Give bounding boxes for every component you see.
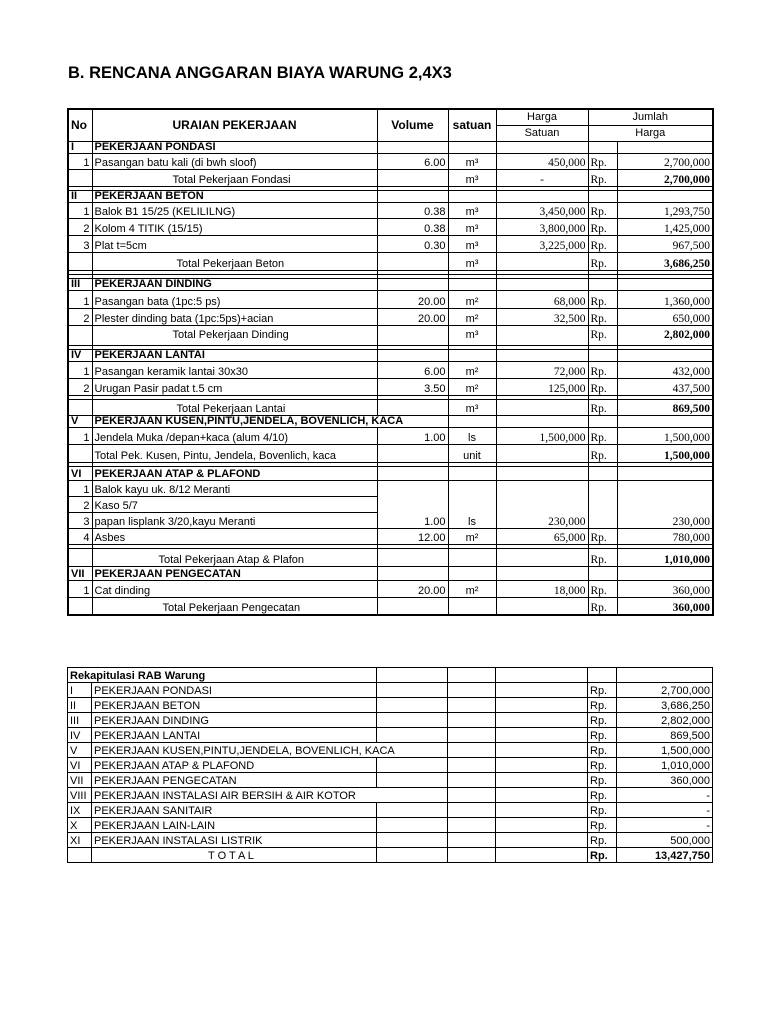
subtotal-unit: m³ [448, 252, 496, 270]
recap-name: PEKERJAAN LANTAI [92, 728, 377, 743]
item-price: 3,450,000 [496, 202, 588, 218]
subtotal-label: Total Pekerjaan Pengecatan [92, 597, 377, 615]
item-volume: 12.00 [377, 528, 448, 544]
item-volume: 6.00 [377, 361, 448, 378]
recap-title: Rekapitulasi RAB Warung [68, 668, 377, 683]
item-no: 1 [68, 580, 92, 597]
currency: Rp. [588, 361, 617, 378]
grand-total-row [68, 848, 713, 863]
item-volume: 3.50 [377, 378, 448, 395]
recap-no: VIII [68, 788, 92, 803]
item-price: 230,000 [496, 480, 588, 528]
recap-total: 2,700,000 [617, 683, 713, 698]
table-row [68, 743, 713, 758]
item-price: 68,000 [496, 290, 588, 308]
currency: Rp. [588, 308, 617, 325]
table-row [68, 803, 713, 818]
item-no: 1 [68, 153, 92, 169]
recap-no: V [68, 743, 92, 758]
recap-total: 869,500 [617, 728, 713, 743]
subtotal-label: Total Pek. Kusen, Pintu, Jendela, Bovenlich, kaca [92, 444, 377, 462]
col-header-harga-satuan: Satuan [496, 125, 588, 141]
table-row [68, 580, 713, 597]
item-desc: Pasangan bata (1pc:5 ps) [92, 290, 377, 308]
item-unit: m³ [448, 202, 496, 218]
currency: Rp. [588, 235, 617, 252]
item-total: 2,700,000 [617, 153, 713, 169]
recap-table [67, 667, 713, 863]
table-row [68, 683, 713, 698]
section-no: V [68, 415, 92, 427]
recap-no: VII [68, 773, 92, 788]
section-no: VI [68, 466, 92, 480]
recap-total: 500,000 [617, 833, 713, 848]
currency: Rp. [588, 743, 617, 758]
table-row [68, 528, 713, 544]
item-no: 2 [68, 378, 92, 395]
item-desc: Jendela Muka /depan+kaca (alum 4/10) [92, 427, 377, 444]
section-title: PEKERJAAN KUSEN,PINTU,JENDELA, BOVENLICH, KACA [92, 415, 448, 427]
table-row [68, 361, 713, 378]
item-unit: m² [448, 361, 496, 378]
section-title: PEKERJAAN PENGECATAN [92, 566, 377, 580]
subtotal-label: Total Pekerjaan Beton [92, 252, 377, 270]
subtotal-value: 3,686,250 [617, 252, 713, 270]
item-unit: m³ [448, 218, 496, 235]
item-desc: papan lisplank 3/20,kayu Meranti [92, 512, 377, 528]
currency: Rp. [588, 580, 617, 597]
currency: Rp. [588, 788, 617, 803]
table-row [68, 713, 713, 728]
subtotal-value: 1,500,000 [617, 444, 713, 462]
recap-total: - [617, 788, 713, 803]
item-no: 3 [68, 235, 92, 252]
item-no: 2 [68, 308, 92, 325]
item-price: 65,000 [496, 528, 588, 544]
recap-total: 360,000 [617, 773, 713, 788]
subtotal-unit: m³ [448, 169, 496, 186]
recap-name: PEKERJAAN ATAP & PLAFOND [92, 758, 377, 773]
currency: Rp. [588, 683, 617, 698]
table-row [68, 235, 713, 252]
currency: Rp. [588, 713, 617, 728]
currency: Rp. [588, 378, 617, 395]
item-unit: m³ [448, 235, 496, 252]
item-no: 1 [68, 427, 92, 444]
subtotal-label: Total Pekerjaan Fondasi [92, 169, 377, 186]
item-no: 4 [68, 528, 92, 544]
col-header-satuan: satuan [448, 109, 496, 141]
table-row [68, 773, 713, 788]
recap-total: 2,802,000 [617, 713, 713, 728]
item-volume: 20.00 [377, 308, 448, 325]
table-row [68, 378, 713, 395]
item-unit: m² [448, 580, 496, 597]
section-no: IV [68, 349, 92, 361]
table-row [68, 728, 713, 743]
item-price: 32,500 [496, 308, 588, 325]
table-row [68, 758, 713, 773]
item-total: 780,000 [617, 528, 713, 544]
currency: Rp. [588, 818, 617, 833]
rab-table [67, 108, 714, 616]
item-volume: 20.00 [377, 580, 448, 597]
item-unit: ls [448, 427, 496, 444]
item-no: 1 [68, 480, 92, 496]
item-unit: m² [448, 308, 496, 325]
item-no: 1 [68, 290, 92, 308]
item-no: 2 [68, 496, 92, 512]
item-total: 360,000 [617, 580, 713, 597]
recap-name: PEKERJAAN PENGECATAN [92, 773, 377, 788]
currency: Rp. [588, 548, 617, 566]
item-volume: 0.30 [377, 235, 448, 252]
recap-name: PEKERJAAN INSTALASI AIR BERSIH & AIR KOTOR [92, 788, 448, 803]
table-row [68, 597, 713, 615]
item-desc: Balok B1 15/25 (KELILILNG) [92, 202, 377, 218]
subtotal-unit: m³ [448, 325, 496, 345]
subtotal-value: 360,000 [617, 597, 713, 615]
section-title: PEKERJAAN BETON [92, 190, 377, 202]
table-row [68, 548, 713, 566]
recap-name: PEKERJAAN DINDING [92, 713, 377, 728]
grand-total-currency: Rp. [588, 848, 617, 863]
item-volume: 1.00 [377, 480, 448, 528]
recap-no: II [68, 698, 92, 713]
item-price: 1,500,000 [496, 427, 588, 444]
subtotal-label: Total Pekerjaan Lantai [92, 399, 377, 415]
table-row [68, 788, 713, 803]
section-title: PEKERJAAN LANTAI [92, 349, 377, 361]
table-row [68, 818, 713, 833]
currency: Rp. [588, 803, 617, 818]
section-no: II [68, 190, 92, 202]
currency: Rp. [588, 444, 617, 462]
table-row [68, 153, 713, 169]
item-unit: m³ [448, 153, 496, 169]
subtotal-unit: unit [448, 444, 496, 462]
section-title: PEKERJAAN ATAP & PLAFOND [92, 466, 377, 480]
section-no: VII [68, 566, 92, 580]
item-desc: Cat dinding [92, 580, 377, 597]
currency: Rp. [588, 773, 617, 788]
item-desc: Kolom 4 TITIK (15/15) [92, 218, 377, 235]
subtotal-value: 869,500 [617, 399, 713, 415]
item-unit: ls [448, 480, 496, 528]
currency: Rp. [588, 427, 617, 444]
section-no: I [68, 141, 92, 153]
recap-no: I [68, 683, 92, 698]
currency: Rp. [588, 528, 617, 544]
item-desc: Kaso 5/7 [92, 496, 377, 512]
col-header-jumlah: Jumlah [588, 109, 713, 125]
item-price: 72,000 [496, 361, 588, 378]
item-desc: Pasangan keramik lantai 30x30 [92, 361, 377, 378]
recap-total: 3,686,250 [617, 698, 713, 713]
currency: Rp. [588, 218, 617, 235]
section-title: PEKERJAAN PONDASI [92, 141, 377, 153]
item-price: 125,000 [496, 378, 588, 395]
recap-total: - [617, 818, 713, 833]
currency: Rp. [588, 833, 617, 848]
grand-total-label: T O T A L [92, 848, 377, 863]
table-row [68, 444, 713, 462]
grand-total-value: 13,427,750 [617, 848, 713, 863]
item-unit: m² [448, 378, 496, 395]
recap-name: PEKERJAAN INSTALASI LISTRIK [92, 833, 377, 848]
item-no: 1 [68, 202, 92, 218]
item-volume: 6.00 [377, 153, 448, 169]
table-row [68, 218, 713, 235]
recap-name: PEKERJAAN BETON [92, 698, 377, 713]
currency: Rp. [588, 698, 617, 713]
item-total: 432,000 [617, 361, 713, 378]
recap-name: PEKERJAAN PONDASI [92, 683, 377, 698]
item-desc: Pasangan batu kali (di bwh sloof) [92, 153, 377, 169]
currency: Rp. [588, 169, 617, 186]
table-row [68, 169, 713, 186]
item-total: 1,500,000 [617, 427, 713, 444]
table-row [68, 308, 713, 325]
item-desc: Plat t=5cm [92, 235, 377, 252]
item-volume: 0.38 [377, 202, 448, 218]
recap-no: III [68, 713, 92, 728]
item-total: 1,360,000 [617, 290, 713, 308]
section-no: III [68, 278, 92, 290]
item-price: 18,000 [496, 580, 588, 597]
item-volume: 20.00 [377, 290, 448, 308]
item-desc: Asbes [92, 528, 377, 544]
table-row [68, 833, 713, 848]
item-total: 967,500 [617, 235, 713, 252]
subtotal-label: Total Pekerjaan Atap & Plafon [92, 548, 377, 566]
currency: Rp. [588, 290, 617, 308]
item-total: 230,000 [617, 480, 713, 528]
item-price: 3,800,000 [496, 218, 588, 235]
item-desc: Balok kayu uk. 8/12 Meranti [92, 480, 377, 496]
recap-no: IV [68, 728, 92, 743]
recap-no: VI [68, 758, 92, 773]
item-total: 1,293,750 [617, 202, 713, 218]
item-desc: Urugan Pasir padat t.5 cm [92, 378, 377, 395]
recap-total: - [617, 803, 713, 818]
item-volume: 1.00 [377, 427, 448, 444]
currency: Rp. [588, 153, 617, 169]
recap-name: PEKERJAAN LAIN-LAIN [92, 818, 377, 833]
table-row [68, 252, 713, 270]
subtotal-value: 2,700,000 [617, 169, 713, 186]
recap-name: PEKERJAAN KUSEN,PINTU,JENDELA, BOVENLICH, KACA [92, 743, 448, 758]
col-header-uraian: URAIAN PEKERJAAN [92, 109, 377, 141]
table-row [68, 698, 713, 713]
subtotal-value: 1,010,000 [617, 548, 713, 566]
recap-name: PEKERJAAN SANITAIR [92, 803, 377, 818]
recap-total: 1,500,000 [617, 743, 713, 758]
item-volume: 0.38 [377, 218, 448, 235]
currency: Rp. [588, 399, 617, 415]
table-row [68, 325, 713, 345]
recap-no: X [68, 818, 92, 833]
table-row [68, 399, 713, 415]
item-total: 1,425,000 [617, 218, 713, 235]
recap-no: IX [68, 803, 92, 818]
item-price: 3,225,000 [496, 235, 588, 252]
item-no: 3 [68, 512, 92, 528]
currency: Rp. [588, 758, 617, 773]
item-total: 650,000 [617, 308, 713, 325]
col-header-no: No [68, 109, 92, 141]
col-header-harga: Harga [496, 109, 588, 125]
item-unit: m² [448, 528, 496, 544]
item-no: 1 [68, 361, 92, 378]
table-row [68, 480, 713, 496]
subtotal-label: Total Pekerjaan Dinding [92, 325, 377, 345]
subtotal-unit: m³ [448, 399, 496, 415]
table-row [68, 290, 713, 308]
currency: Rp. [588, 325, 617, 345]
col-header-jumlah-harga: Harga [588, 125, 713, 141]
currency: Rp. [588, 252, 617, 270]
currency: Rp. [588, 597, 617, 615]
subtotal-value: 2,802,000 [617, 325, 713, 345]
currency: Rp. [588, 728, 617, 743]
item-no: 2 [68, 218, 92, 235]
section-title: PEKERJAAN DINDING [92, 278, 377, 290]
item-price: 450,000 [496, 153, 588, 169]
currency: Rp. [588, 202, 617, 218]
page-title: B. RENCANA ANGGARAN BIAYA WARUNG 2,4X3 [68, 64, 452, 82]
item-total: 437,500 [617, 378, 713, 395]
item-desc: Plester dinding bata (1pc:5ps)+acian [92, 308, 377, 325]
subtotal-price: - [496, 169, 588, 186]
recap-total: 1,010,000 [617, 758, 713, 773]
table-row [68, 427, 713, 444]
recap-no: XI [68, 833, 92, 848]
item-unit: m² [448, 290, 496, 308]
table-row [68, 202, 713, 218]
col-header-volume: Volume [377, 109, 448, 141]
